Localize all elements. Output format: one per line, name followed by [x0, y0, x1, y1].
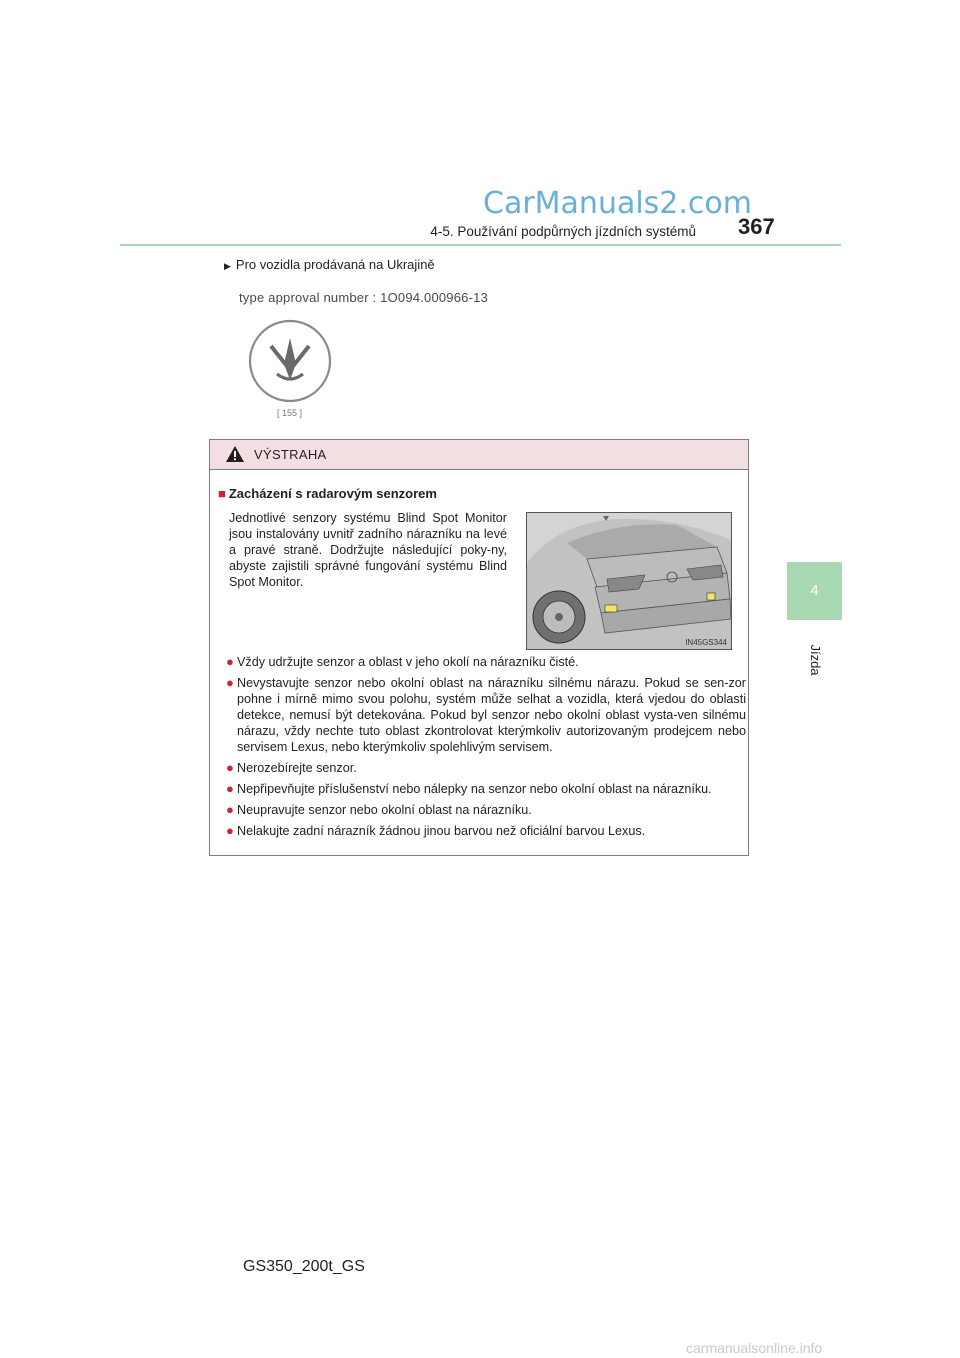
bullet-dot-icon: ●	[226, 675, 234, 690]
region-bullet-text: Pro vozidla prodávaná na Ukrajině	[235, 257, 435, 272]
bullet-dot-icon: ●	[226, 823, 234, 838]
warning-title: VÝSTRAHA	[254, 447, 327, 462]
list-item: ● Nerozebírejte senzor.	[226, 760, 357, 775]
region-bullet	[224, 257, 435, 272]
ukraine-certification-logo	[247, 318, 333, 409]
list-item: ● Nelakujte zadní nárazník žádnou jinou barvou než oficiální barvou Lexus.	[226, 823, 646, 838]
warning-items-list	[218, 654, 746, 844]
type-approval-number: type approval number : 1O094.000966-13	[239, 290, 488, 305]
list-item: ● Vždy udržujte senzor a oblast v jeho okolí na nárazníku čisté.	[226, 654, 579, 669]
list-item: ● Neupravujte senzor nebo okolní oblast na nárazníku.	[226, 802, 532, 817]
warning-box	[209, 439, 749, 856]
watermark-logo: CarManuals2.com	[483, 186, 753, 221]
header-divider	[120, 244, 841, 246]
footer-model-code: GS350_200t_GS	[243, 1258, 365, 1275]
car-rear-illustration	[526, 512, 732, 650]
warning-header	[210, 440, 748, 470]
logo-code: [ 155 ]	[277, 408, 303, 418]
chapter-tab[interactable]: 4	[787, 562, 842, 620]
list-item: ● Nepřipevňujte příslušenství nebo nálepky na senzor nebo okolní oblast na nárazníku.	[226, 781, 712, 796]
warning-triangle-icon	[225, 445, 245, 468]
square-bullet-icon: ■	[218, 486, 226, 501]
figure-code: IN45GS344	[685, 638, 727, 647]
bullet-dot-icon: ●	[226, 760, 234, 775]
footer-watermark: carmanualsonline.info	[686, 1340, 823, 1356]
chapter-label: Jízda	[808, 644, 823, 676]
warning-section-title: ■ Zacházení s radarovým senzorem	[218, 486, 437, 501]
warning-intro-text: Jednotlivé senzory systému Blind Spot Monitor jsou instalovány uvnitř zadního nárazníku na levé a pravé straně. Dodržujte následující poky-ny, abyste zajistili správné fungování systému Blind Spot Monitor.	[229, 511, 507, 589]
triangle-bullet-icon: ▶	[224, 261, 231, 271]
list-item: ● Nevystavujte senzor nebo okolní oblast na nárazníku silnému nárazu. Pokud se sen-zor pohne i mírně mimo svou polohu, systém může selhat a vozidla, která vjedou do oblasti detekce, nemusí být detekována. Pokud byl senzor nebo okolní oblast vysta-ven silnému nárazu, vždy nechte tuto oblast zkontrolovat kterýmkoliv autorizovaným prodejcem nebo servisem Lexus, nebo kterýmkoliv spolehlivým servisem.	[226, 675, 746, 754]
bullet-dot-icon: ●	[226, 654, 234, 669]
bullet-dot-icon: ●	[226, 802, 234, 817]
page-number: 367	[738, 214, 775, 239]
bullet-dot-icon: ●	[226, 781, 234, 796]
section-header-title: 4-5. Používání podpůrných jízdních systémů	[430, 224, 696, 239]
